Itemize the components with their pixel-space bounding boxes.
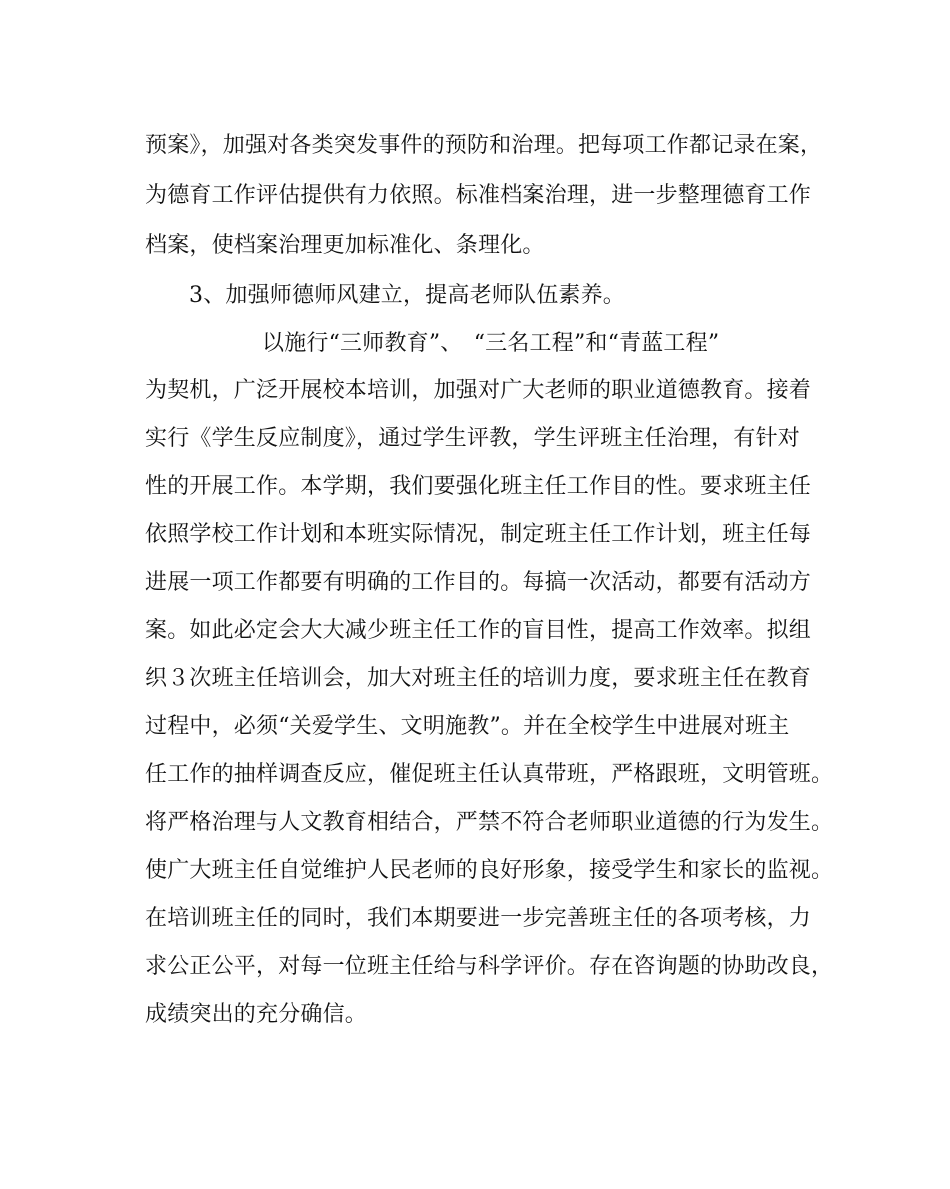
- text-line: 为契机，广泛开展校本培训，加强对广大老师的职业道德教育。接着: [145, 378, 812, 403]
- text-line: 以施行“三师教育”、 “三名工程”和“青蓝工程”: [262, 331, 720, 356]
- text-line: 进展一项工作都要有明确的工作目的。每搞一次活动，都要有活动方: [145, 570, 812, 595]
- text-line: 为德育工作评估提供有力依照。标准档案治理，进一步整理德育工作: [145, 183, 812, 208]
- text-line: 预案》，加强对各类突发事件的预防和治理。把每项工作都记录在案，: [145, 133, 823, 158]
- text-line: 成绩突出的充分确信。: [145, 1002, 368, 1027]
- text-line: 使广大班主任自觉维护人民老师的良好形象，接受学生和家长的监视。: [145, 858, 834, 883]
- text-line: 案。如此必定会大大减少班主任工作的盲目性，提高工作效率。拟组: [145, 618, 812, 643]
- text-line: 性的开展工作。本学期，我们要强化班主任工作目的性。要求班主任: [145, 474, 812, 499]
- text-line: 依照学校工作计划和本班实际情况，制定班主任工作计划，班主任每: [145, 522, 812, 547]
- section-heading: 3、加强师德师风建立，提高老师队伍素养。: [189, 283, 625, 308]
- text-line: 任工作的抽样调查反应，催促班主任认真带班，严格跟班，文明管班。: [145, 762, 834, 787]
- text-line: 在培训班主任的同时，我们本期要进一步完善班主任的各项考核，力: [145, 906, 812, 931]
- text-line: 将严格治理与人文教育相结合，严禁不符合老师职业道德的行为发生。: [145, 810, 834, 835]
- text-line: 织３次班主任培训会，加大对班主任的培训力度，要求班主任在教育: [145, 666, 812, 691]
- text-line: 实行《学生反应制度》，通过学生评教，学生评班主任治理，有针对: [145, 426, 801, 451]
- text-line: 档案，使档案治理更加标准化、条理化。: [145, 233, 545, 258]
- text-line: 求公正公平，对每一位班主任给与科学评价。存在咨询题的协助改良，: [145, 954, 834, 979]
- text-line: 过程中，必须“关爱学生、文明施教”。并在全校学生中进展对班主: [145, 714, 790, 739]
